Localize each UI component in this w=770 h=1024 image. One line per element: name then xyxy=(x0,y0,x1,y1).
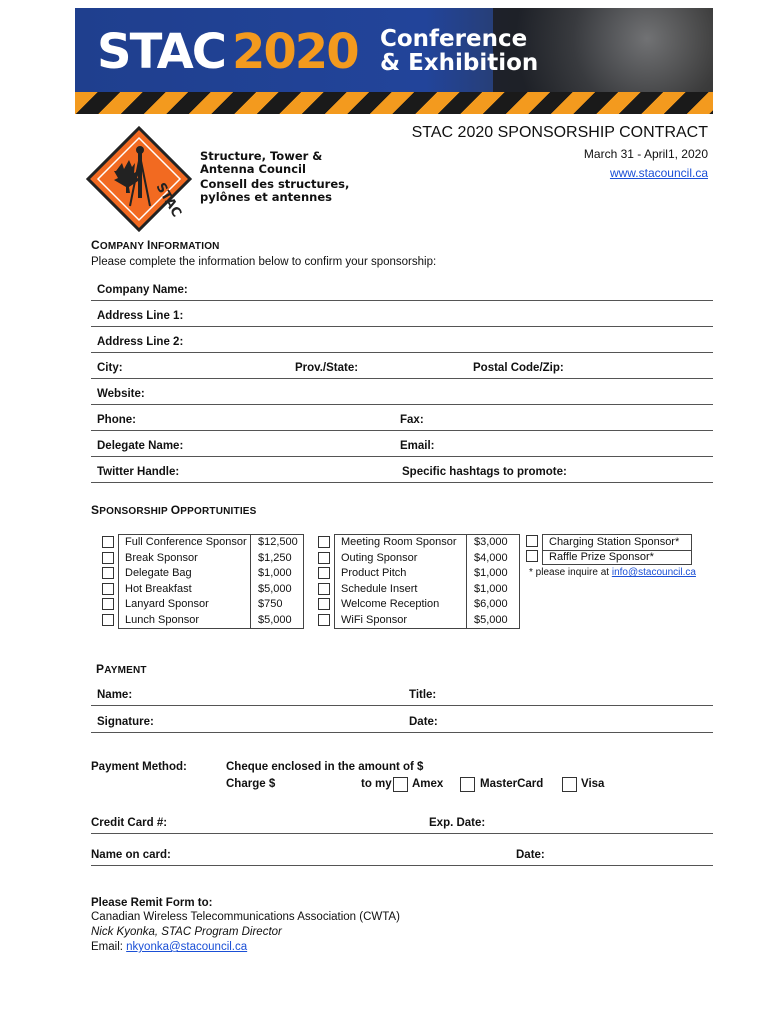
heading-cap: O xyxy=(170,503,181,517)
sponsorship-table-3 xyxy=(542,534,692,565)
sponsor-item-name: Lunch Sponsor xyxy=(125,613,199,626)
sponsor-item-name: Hot Breakfast xyxy=(125,582,192,595)
sponsor-item-price: $6,000 xyxy=(474,598,508,610)
remit-email-link[interactable]: nkyonka@stacouncil.ca xyxy=(126,941,248,953)
sponsor-item-name: Lanyard Sponsor xyxy=(125,598,209,610)
table-divider xyxy=(250,535,251,628)
sponsorship-opportunities-heading xyxy=(91,503,257,517)
sponsorship-table-1 xyxy=(118,534,304,629)
city-label: City: xyxy=(97,362,123,374)
sponsor-checkbox-hot-breakfast[interactable] xyxy=(102,583,114,595)
sponsor-item-name: WiFi Sponsor xyxy=(341,613,408,626)
sponsor-item-name: Charging Station Sponsor* xyxy=(549,536,680,548)
banner-exhibition-text: & Exhibition xyxy=(380,50,539,76)
delegate-name-label: Delegate Name: xyxy=(97,440,184,452)
banner-stac-text: STAC xyxy=(97,24,225,80)
heading-cap: C xyxy=(91,238,100,252)
email-label: Email: xyxy=(400,440,435,452)
sponsor-item-price: $750 xyxy=(258,598,283,610)
signature-label: Signature: xyxy=(97,716,154,728)
heading-rest: AYMENT xyxy=(104,665,147,676)
sponsor-item-name: Product Pitch xyxy=(341,567,407,579)
sponsor-item-name: Welcome Reception xyxy=(341,598,440,610)
sponsor-checkbox-product-pitch[interactable] xyxy=(318,567,330,579)
to-my-label: to my xyxy=(361,778,392,790)
sponsor-checkbox-charging-station[interactable] xyxy=(526,535,538,547)
payment-method-label: Payment Method: xyxy=(91,761,187,773)
signature-date-row[interactable] xyxy=(91,707,713,733)
svg-text:STAC: STAC xyxy=(152,180,184,220)
postal-code-label: Postal Code/Zip: xyxy=(473,362,564,374)
contract-title: STAC 2020 SPONSORSHIP CONTRACT xyxy=(411,124,708,141)
website-field[interactable] xyxy=(91,379,713,405)
sponsor-item-price: $12,500 xyxy=(258,536,298,548)
payment-name-label: Name: xyxy=(97,689,133,701)
remit-organization: Canadian Wireless Telecommunications Association (CWTA) xyxy=(91,911,400,923)
sponsor-item-name: Delegate Bag xyxy=(125,567,192,579)
heading-rest: PPORTUNITIES xyxy=(180,506,257,517)
sponsor-item-name: Break Sponsor xyxy=(125,551,198,564)
visa-label: Visa xyxy=(581,778,605,790)
sponsor-checkbox-lunch[interactable] xyxy=(102,614,114,626)
company-name-field[interactable] xyxy=(91,275,713,301)
heading-rest: NFORMATION xyxy=(150,241,220,252)
website-label: Website: xyxy=(97,388,145,400)
inquiry-note xyxy=(529,567,696,578)
name-on-card-label: Name on card: xyxy=(91,849,171,861)
remit-heading: Please Remit Form to: xyxy=(91,897,213,909)
charge-label: Charge $ xyxy=(226,778,276,790)
remit-contact: Nick Kyonka, STAC Program Director xyxy=(91,926,282,938)
sponsorship-table-2 xyxy=(334,534,520,629)
sponsor-item-price: $5,000 xyxy=(258,582,292,595)
heading-cap: P xyxy=(96,662,105,676)
sponsor-checkbox-full-conference[interactable] xyxy=(102,536,114,548)
org-line-1: Structure, Tower & xyxy=(200,149,323,163)
sponsor-item-price: $5,000 xyxy=(474,613,508,626)
sponsor-checkbox-delegate-bag[interactable] xyxy=(102,567,114,579)
banner-hazard-stripes xyxy=(75,92,713,114)
table-divider xyxy=(466,535,467,628)
banner-conference-text: Conference xyxy=(380,26,528,52)
sponsor-item-name: Meeting Room Sponsor xyxy=(341,536,457,548)
prov-state-label: Prov./State: xyxy=(295,362,359,374)
payment-name-title-row[interactable] xyxy=(91,680,713,706)
sponsor-checkbox-lanyard[interactable] xyxy=(102,598,114,610)
org-line-2: Antenna Council xyxy=(200,162,306,176)
company-name-label: Company Name: xyxy=(97,284,188,296)
sponsor-item-name: Schedule Insert xyxy=(341,582,418,595)
sponsor-item-price: $5,000 xyxy=(258,613,292,626)
amex-label: Amex xyxy=(412,778,444,790)
company-instructions: Please complete the information below to confirm your sponsorship: xyxy=(91,256,437,268)
heading-cap: S xyxy=(91,503,100,517)
inquiry-note-text: * please inquire at xyxy=(529,567,612,578)
sponsor-item-price: $1,000 xyxy=(258,567,292,579)
delegate-email-row[interactable] xyxy=(91,431,713,457)
stac-logo-icon xyxy=(86,126,192,232)
heading-rest: OMPANY xyxy=(99,241,148,252)
sponsor-item-name: Full Conference Sponsor xyxy=(125,536,247,548)
amex-checkbox[interactable] xyxy=(393,777,408,792)
mastercard-checkbox[interactable] xyxy=(460,777,475,792)
payment-heading xyxy=(96,662,147,676)
sponsor-checkbox-outing[interactable] xyxy=(318,552,330,564)
sponsor-checkbox-break[interactable] xyxy=(102,552,114,564)
org-line-4: pylônes et antennes xyxy=(200,190,332,204)
address-line-1-field[interactable] xyxy=(91,301,713,327)
city-prov-postal-row[interactable] xyxy=(91,353,713,379)
sponsor-item-price: $1,000 xyxy=(474,582,508,595)
organization-name xyxy=(200,150,349,204)
twitter-handle-label: Twitter Handle: xyxy=(97,466,180,478)
remit-email-line xyxy=(91,941,247,953)
conference-banner xyxy=(75,8,713,114)
exp-date-label: Exp. Date: xyxy=(429,817,486,829)
address-line-2-label: Address Line 2: xyxy=(97,336,184,348)
phone-label: Phone: xyxy=(97,414,136,426)
sponsor-item-price: $1,000 xyxy=(474,567,508,579)
remit-email-label: Email: xyxy=(91,941,127,953)
credit-card-number-label: Credit Card #: xyxy=(91,817,168,829)
name-on-card-row[interactable] xyxy=(91,840,713,866)
address-line-1-label: Address Line 1: xyxy=(97,310,184,322)
fax-label: Fax: xyxy=(400,414,424,426)
sponsor-item-price: $3,000 xyxy=(474,536,508,548)
signature-date-label: Date: xyxy=(409,716,438,728)
website-link[interactable]: www.stacouncil.ca xyxy=(609,166,708,180)
sponsor-item-name: Raffle Prize Sponsor* xyxy=(549,551,654,563)
phone-fax-row[interactable] xyxy=(91,405,713,431)
card-date-label: Date: xyxy=(516,849,545,861)
org-line-3: Consell des structures, xyxy=(200,177,350,191)
address-line-2-field[interactable] xyxy=(91,327,713,353)
payment-title-label: Title: xyxy=(409,689,437,701)
mastercard-label: MasterCard xyxy=(480,778,544,790)
sponsor-checkbox-welcome-reception[interactable] xyxy=(318,598,330,610)
banner-year-text: 2020 xyxy=(232,24,358,80)
contract-dates: March 31 - April1, 2020 xyxy=(583,147,708,161)
sponsor-item-price: $4,000 xyxy=(474,551,508,564)
hashtags-label: Specific hashtags to promote: xyxy=(402,466,567,478)
sponsor-checkbox-meeting-room[interactable] xyxy=(318,536,330,548)
sponsor-checkbox-schedule-insert[interactable] xyxy=(318,583,330,595)
company-information-heading xyxy=(91,238,220,252)
sponsor-checkbox-raffle-prize[interactable] xyxy=(526,550,538,562)
cheque-label: Cheque enclosed in the amount of $ xyxy=(226,761,424,773)
heading-cap: I xyxy=(147,238,151,252)
visa-checkbox[interactable] xyxy=(562,777,577,792)
sponsor-item-name: Outing Sponsor xyxy=(341,551,418,564)
twitter-hashtags-row[interactable] xyxy=(91,457,713,483)
credit-card-row[interactable] xyxy=(91,808,713,834)
sponsor-checkbox-wifi[interactable] xyxy=(318,614,330,626)
inquiry-email-link[interactable]: info@stacouncil.ca xyxy=(611,567,696,578)
sponsor-item-price: $1,250 xyxy=(258,551,292,564)
heading-rest: PONSORSHIP xyxy=(99,506,171,517)
